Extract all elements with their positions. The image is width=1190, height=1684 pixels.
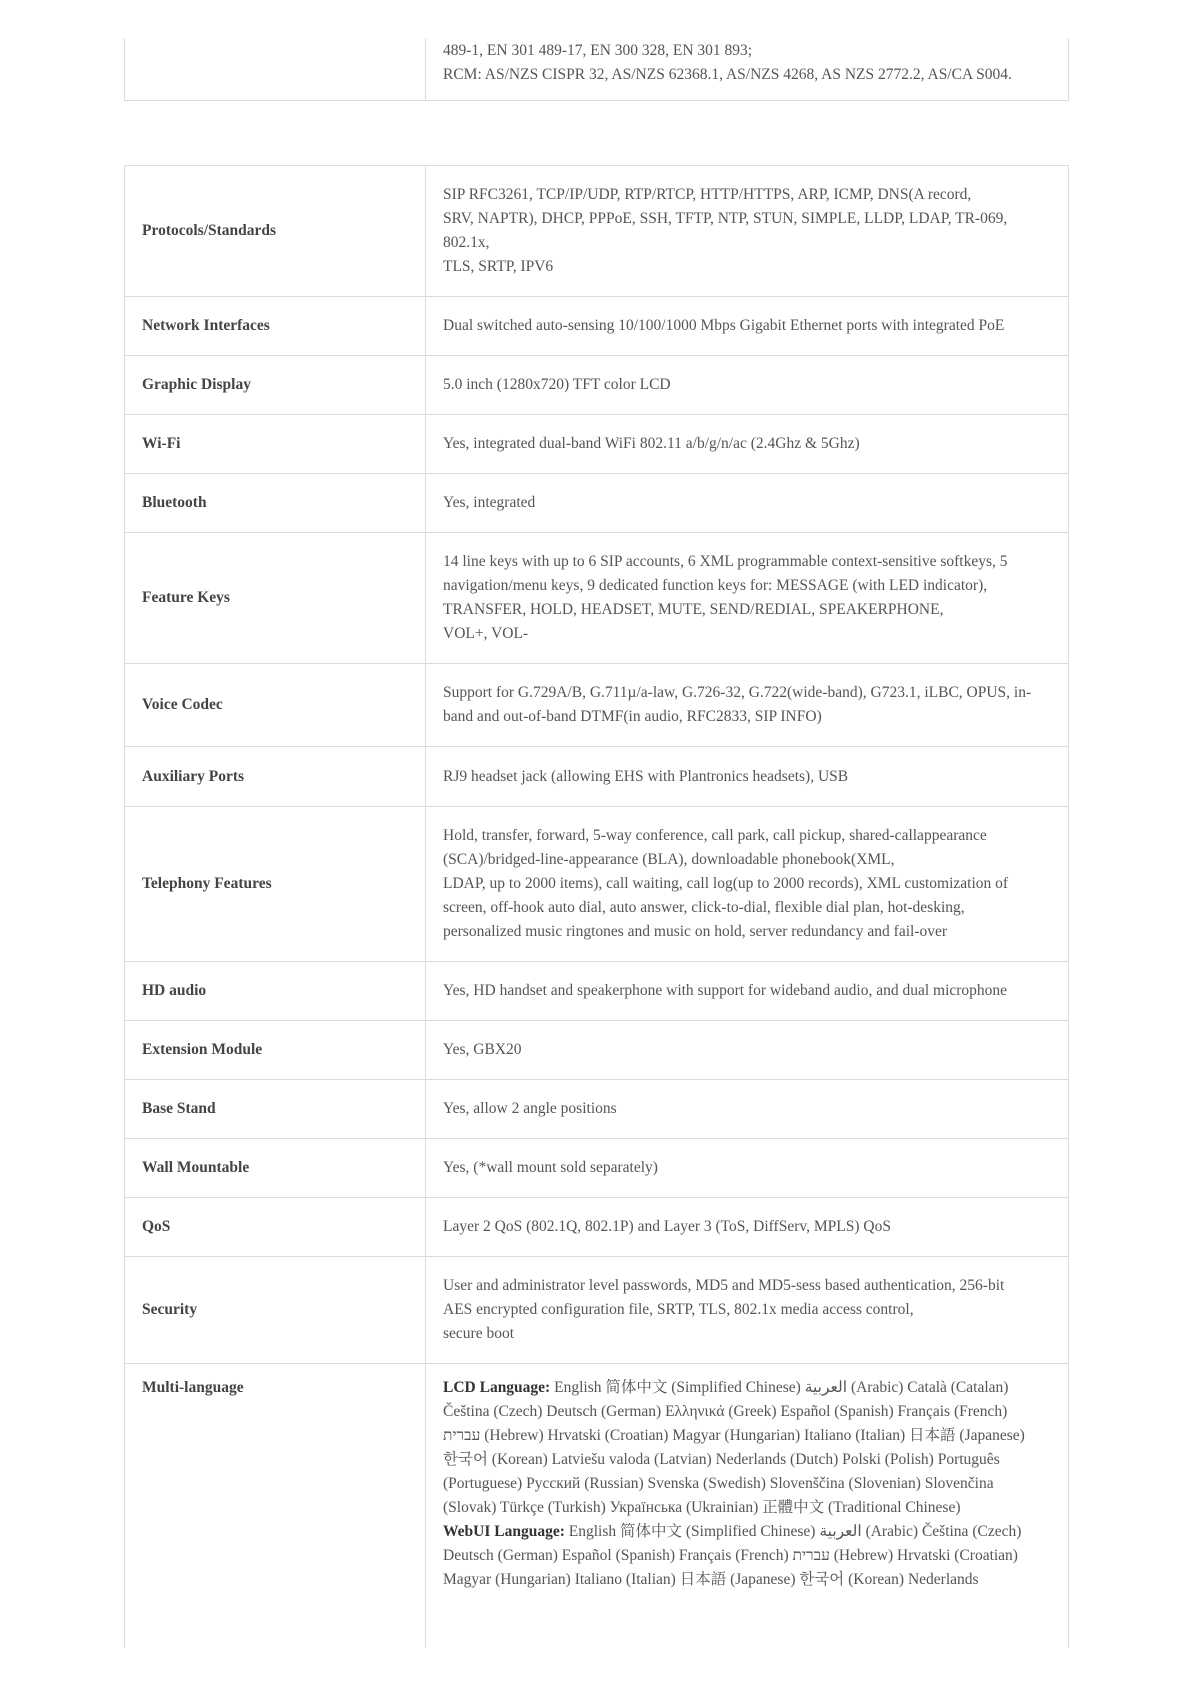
spec-value-line: RJ9 headset jack (allowing EHS with Plantronics headsets), USB (443, 767, 849, 785)
lcd-language-label: LCD Language: (443, 1379, 551, 1396)
spec-value (426, 1021, 1069, 1080)
spec-value (426, 747, 1069, 807)
lcd-language-line (443, 1376, 1052, 1400)
spec-value-line: Support for G.729A/B, G.711µ/a-law, G.726-32, G.722(wide-band), G723.1, iLBC, OPUS, in- (443, 684, 1032, 701)
spec-value-line: Dual switched auto-sensing 10/100/1000 Mbps Gigabit Ethernet ports with integrated PoE (443, 317, 1005, 334)
spec-value-line: 5.0 inch (1280x720) TFT color LCD (443, 376, 671, 393)
spec-value (426, 1080, 1069, 1139)
spec-value-line: band and out-of-band DTMF(in audio, RFC2833, SIP INFO) (443, 708, 822, 725)
spec-row-auxiliary-ports (125, 747, 1069, 807)
spec-row-base-stand (125, 1080, 1069, 1139)
spec-label: Security (125, 1257, 426, 1364)
spec-label: Wi-Fi (125, 415, 426, 474)
spec-value-line: (SCA)/bridged-line-appearance (BLA), downloadable phonebook(XML, (443, 851, 895, 868)
spec-value-line: (Slovak) Türkçe (Turkish) Українська (Ukrainian) 正體中文 (Traditional Chinese) (443, 1499, 961, 1516)
spec-label: HD audio (125, 962, 426, 1021)
spec-label: Graphic Display (125, 356, 426, 415)
spec-row-multi-language (125, 1364, 1069, 1648)
compliance-line: RCM: AS/NZS CISPR 32, AS/NZS 62368.1, AS/NZS 4268, AS NZS 2772.2, AS/CA S004. (443, 66, 1012, 83)
spec-value-line: English 简体中文 (Simplified Chinese) العربية (Arabic) Čeština (Czech) (564, 1523, 1022, 1540)
spec-value-line: Deutsch (German) Español (Spanish) Français (French) עברית (Hebrew) Hrvatski (Croatian) (443, 1547, 1018, 1564)
spec-value-line: Yes, integrated (443, 494, 536, 511)
spec-value-line: Yes, HD handset and speakerphone with support for wideband audio, and dual microphone (443, 982, 1008, 999)
compliance-label-cell (125, 38, 426, 100)
spec-value-line: Layer 2 QoS (802.1Q, 802.1P) and Layer 3 (ToS, DiffServ, MPLS) QoS (443, 1218, 891, 1235)
spec-row-extension-module (125, 1021, 1069, 1080)
spec-row-network-interfaces (125, 297, 1069, 356)
spec-row-bluetooth (125, 474, 1069, 533)
spec-label: Bluetooth (125, 474, 426, 533)
spec-value-line: English 简体中文 (Simplified Chinese) العربية (Arabic) Català (Catalan) (550, 1379, 1009, 1396)
spec-value (426, 1139, 1069, 1198)
spec-value (426, 1257, 1069, 1364)
spec-row-security (125, 1257, 1069, 1364)
webui-language-line (443, 1520, 1052, 1544)
spec-value-line: User and administrator level passwords, MD5 and MD5-sess based authentication, 256-bit (443, 1277, 1005, 1294)
spec-table (124, 165, 1069, 1648)
spec-value-line: screen, off-hook auto dial, auto answer, click-to-dial, flexible dial plan, hot-desking, (443, 899, 965, 916)
spec-row-wifi (125, 415, 1069, 474)
spec-label: Base Stand (125, 1080, 426, 1139)
compliance-table-fragment (124, 38, 1069, 101)
spec-label: Network Interfaces (125, 297, 426, 356)
spec-value-line: Yes, integrated dual-band WiFi 802.11 a/b/g/n/ac (2.4Ghz & 5Ghz) (443, 435, 860, 452)
compliance-row (125, 38, 1069, 100)
spec-value-line: (Portuguese) Русский (Russian) Svenska (Swedish) Slovenščina (Slovenian) Slovenčina (443, 1475, 994, 1492)
spec-value-line: TRANSFER, HOLD, HEADSET, MUTE, SEND/REDIAL, SPEAKERPHONE, (443, 601, 944, 618)
spec-row-qos (125, 1198, 1069, 1257)
spec-value-line: SRV, NAPTR), DHCP, PPPoE, SSH, TFTP, NTP, STUN, SIMPLE, LLDP, LDAP, TR-069, (443, 210, 1008, 227)
spec-value-line: 한국어 (Korean) Latviešu valoda (Latvian) Nederlands (Dutch) Polski (Polish) Português (443, 1451, 1000, 1468)
webui-language-label: WebUI Language: (443, 1523, 565, 1540)
spec-value-line: Hold, transfer, forward, 5-way conference, call park, call pickup, shared-callappearance (443, 827, 987, 844)
spec-label: Auxiliary Ports (125, 747, 426, 807)
spec-value (426, 962, 1069, 1021)
spec-label: Telephony Features (125, 807, 426, 962)
spec-value (426, 1364, 1069, 1648)
spec-value-line: AES encrypted configuration file, SRTP, TLS, 802.1x media access control, (443, 1301, 914, 1318)
spec-value-line: Yes, allow 2 angle positions (443, 1100, 617, 1117)
compliance-value-cell (426, 38, 1069, 100)
spec-value-line: TLS, SRTP, IPV6 (443, 258, 554, 275)
spec-label: Voice Codec (125, 664, 426, 747)
spec-value-line: SIP RFC3261, TCP/IP/UDP, RTP/RTCP, HTTP/HTTPS, ARP, ICMP, DNS(A record, (443, 186, 972, 203)
spec-value (426, 356, 1069, 415)
spec-label: QoS (125, 1198, 426, 1257)
spec-value-line: navigation/menu keys, 9 dedicated function keys for: MESSAGE (with LED indicator), (443, 577, 988, 594)
spec-value (426, 1198, 1069, 1257)
spec-row-graphic-display (125, 356, 1069, 415)
spec-value (426, 533, 1069, 664)
compliance-line: 489-1, EN 301 489-17, EN 300 328, EN 301 893; (443, 42, 753, 59)
spec-value (426, 297, 1069, 356)
spec-value-line: personalized music ringtones and music on hold, server redundancy and fail-over (443, 923, 948, 940)
spec-row-telephony-features (125, 807, 1069, 962)
spec-label: Extension Module (125, 1021, 426, 1080)
spec-value-line: Yes, GBX20 (443, 1041, 522, 1058)
spec-label: Multi-language (125, 1364, 426, 1648)
spec-row-protocols (125, 166, 1069, 297)
spec-value-line: 802.1x, (443, 234, 490, 251)
spec-row-voice-codec (125, 664, 1069, 747)
spec-value-line: Magyar (Hungarian) Italiano (Italian) 日本語 (Japanese) 한국어 (Korean) Nederlands (443, 1571, 979, 1588)
spec-value-line: secure boot (443, 1325, 515, 1342)
spec-label: Feature Keys (125, 533, 426, 664)
spec-row-wall-mountable (125, 1139, 1069, 1198)
spec-label: Wall Mountable (125, 1139, 426, 1198)
spec-value-line: עברית (Hebrew) Hrvatski (Croatian) Magyar (Hungarian) Italiano (Italian) 日本語 (Japanese) (443, 1427, 1025, 1444)
spec-value (426, 664, 1069, 747)
spec-value-line: VOL+, VOL- (443, 625, 529, 642)
spec-value (426, 166, 1069, 297)
spec-value-line: 14 line keys with up to 6 SIP accounts, 6 XML programmable context-sensitive softkeys, 5 (443, 553, 1008, 570)
spec-value-line: LDAP, up to 2000 items), call waiting, call log(up to 2000 records), XML customization of (443, 875, 1009, 892)
spec-row-hd-audio (125, 962, 1069, 1021)
spec-row-feature-keys (125, 533, 1069, 664)
spec-value-line: Yes, (*wall mount sold separately) (443, 1159, 658, 1176)
spec-label: Protocols/Standards (125, 166, 426, 297)
spec-value-line: Čeština (Czech) Deutsch (German) Ελληνικά (Greek) Español (Spanish) Français (French) (443, 1403, 1008, 1420)
spec-value (426, 474, 1069, 533)
spec-value (426, 415, 1069, 474)
spec-value (426, 807, 1069, 962)
